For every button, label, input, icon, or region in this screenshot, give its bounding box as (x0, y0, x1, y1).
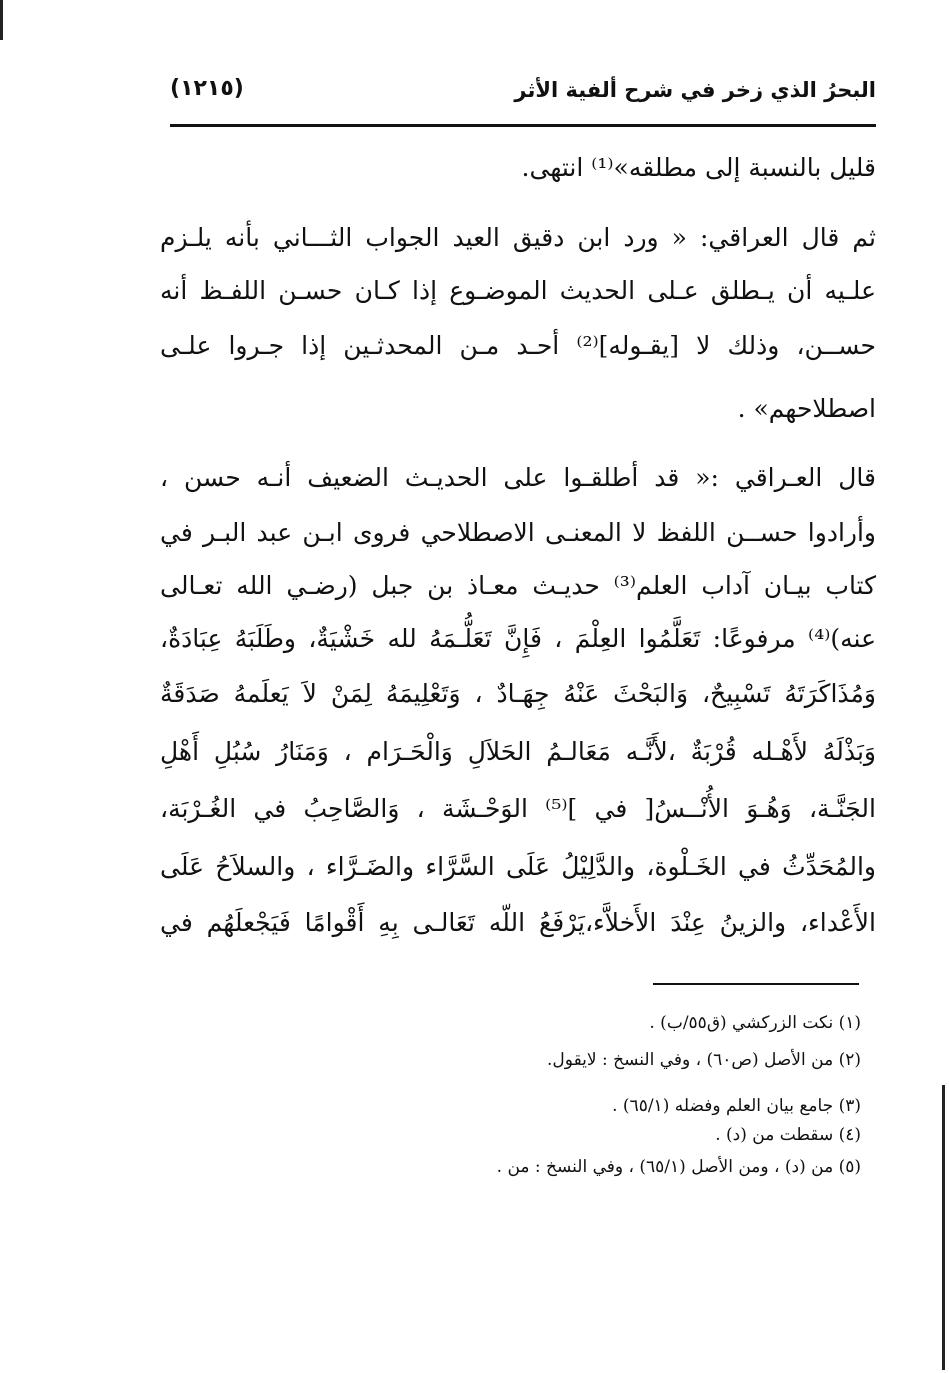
text-line: الجَنَّـة، وَهُـوَ الأُنْــسُ[ في ]⁽⁵⁾ الوَحْـشَة ، وَالصَّاحِبُ في الغُـرْبَة، (160, 794, 876, 823)
text-line: اصطلاحهم» . (737, 394, 876, 423)
text-line: قليل بالنسبة إلى مطلقه»⁽¹⁾ انتهى. (521, 153, 876, 182)
text-line: كتاب بيـان آداب العلم⁽³⁾ حديـث معـاذ بن جبل (رضـي الله تعـالى (160, 571, 877, 600)
text-line: وَبَذْلَهُ لأَهْـله قُرْبَةٌ ،لأَنَّـه مَعَالـمُ الحَلاَلِ وَالْحَـرَام ، وَمَنَارُ سُبُلِ أَهْلِ (160, 737, 876, 766)
footnote: (٢) من الأصل (ص٦٠) ، وفي النسخ : لايقول. (547, 1050, 861, 1070)
text-line: عنه)⁽⁴⁾ مرفوعًا: تَعَلَّمُوا العِلْمَ ، فَإِنَّ تَعَلُّـمَهُ لله خَشْيَةٌ، وطَلَبَهُ عِبَادَةٌ، (160, 624, 876, 653)
text-line: حســن، وذلك لا [يقـوله]⁽²⁾ أحـد مـن المحدثـين إذا جـروا علـى (160, 331, 876, 360)
text-line: وأرادوا حســن اللفظ لا المعنـى الاصطلاحي فروى ابـن عبد البـر في (160, 518, 876, 547)
text-line: قال العـراقي :« قد أطلقـوا على الحديـث الضعيف أنـه حسن ، (160, 463, 876, 492)
text-line: الأَعْداء، والزينُ عِنْدَ الأَخلاَّء،يَرْفَعُ اللّه تَعَالـى بِهِ أَقْوامًا فَيَجْعلَهُم في (160, 908, 876, 937)
running-title: البحرُ الذي زخر في شرح ألفية الأثر (514, 78, 876, 102)
footnote: (٥) من (د) ، ومن الأصل (٦٥/١) ، وفي النسخ : من . (496, 1157, 861, 1177)
footnote: (٣) جامع بيان العلم وفضله (٦٥/١) . (612, 1096, 861, 1116)
text-line: وَمُذَاكَرَتَهُ تَسْبِيحٌ، وَالبَحْثَ عَنْهُ جِهَـادٌ ، وَتَعْلِيمَهُ لِمَنْ لاَ يَعلَمهُ صَدَقَةٌ (160, 679, 876, 708)
footnote: (١) نكت الزركشي (ق٥٥/ب) . (649, 1013, 861, 1033)
footnote-rule (653, 983, 859, 985)
scan-edge-mark (942, 1085, 945, 1370)
header-rule (170, 124, 876, 127)
page-header (170, 74, 876, 124)
scan-edge-mark (0, 0, 3, 40)
text-line: والمُحَدِّثُ في الخَـلْوة، والدَّلِيْلُ عَلَى السَّرَّاء والضَـرَّاء ، والسلاَحُ عَلَى (160, 852, 876, 881)
page-number: (١٢١٥) (170, 76, 244, 101)
text-line: علـيه أن يـطلق عـلى الحديث الموضـوع إذا كـان حسـن اللفـظ أنه (160, 276, 876, 305)
footnote: (٤) سقطت من (د) . (715, 1125, 861, 1145)
text-line: ثم قال العراقي: « ورد ابن دقيق العيد الجواب الثـــاني بأنه يلـزم (160, 223, 876, 252)
